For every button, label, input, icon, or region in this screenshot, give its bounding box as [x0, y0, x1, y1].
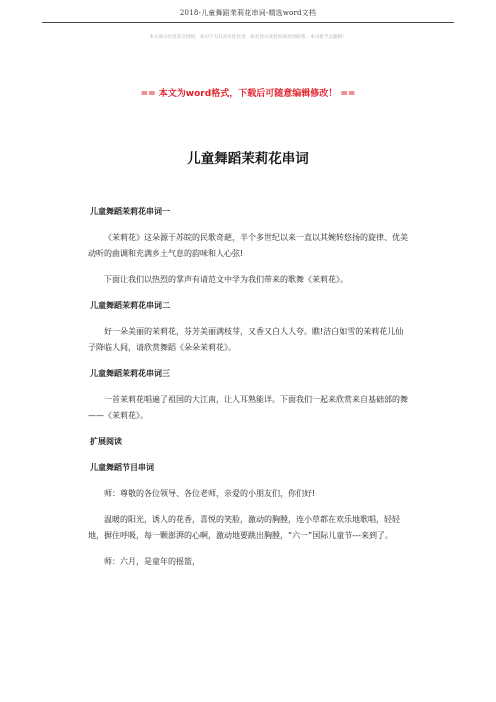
document-body: [88, 204, 410, 580]
body-paragraph: 下面让我们以热烈的掌声有请范文中学为我们带来的歌舞《茉莉花》。: [104, 275, 348, 284]
page-header: [0, 0, 496, 40]
word-format-notice: == 本文为word格式，下载后可随意编辑修改！ ==: [140, 89, 356, 99]
document-header-title: 2018-儿童舞蹈茉莉花串词-精选word文档: [179, 9, 317, 17]
body-paragraph: 《茉莉花》这朵源于苏皖的民歌奇葩，半个多世纪以来一直以其婉转悠扬的旋律、优美动听的曲调和充满乡土气息的韵味和人心弦!: [88, 233, 408, 258]
document-title: 儿童舞蹈茉莉花串词: [187, 151, 309, 167]
body-paragraph: 师：六月，是童年的摇篮，: [104, 557, 200, 566]
section-heading: 儿童舞蹈茉莉花串词二: [90, 301, 170, 310]
section-heading: 儿童舞蹈茉莉花串词三: [90, 369, 170, 378]
header-divider: [42, 22, 454, 23]
body-paragraph: 温暖的阳光，诱人的花香，喜悦的笑脸，激动的胸膛，连小草都在欢乐地歌唱，轻轻地，摒住呼吸，每一颗澎湃的心啊，激动地要跳出胸膛，“六一”国际儿童节---来到了。: [88, 515, 400, 540]
body-paragraph: 好一朵美丽的茉莉花，芬芳美丽满枝芽，又香又白人人夸。瞧!洁白如雪的茉莉花儿仙子降临人间，请欣赏舞蹈《朵朵茉莉花》。: [88, 327, 404, 352]
copyright-disclaimer: 本文部分内容来自网络，本司不为其真实性负责，如有异议或侵权请及时联系，本司将予以删除！: [149, 35, 347, 40]
section-heading: 儿童舞蹈茉莉花串词一: [90, 207, 170, 216]
body-paragraph: 一首茉莉花唱遍了祖国的大江南，让人耳熟能详。下面我们一起来欣赏来自基础部的舞 ——《茉莉花》。: [88, 395, 408, 420]
section-heading: 儿童舞蹈节目串词: [90, 463, 154, 472]
section-heading: 扩展阅读: [90, 437, 122, 446]
body-paragraph: 师：尊敬的各位领导、各位老师，亲爱的小朋友们，你们好!: [104, 489, 316, 498]
